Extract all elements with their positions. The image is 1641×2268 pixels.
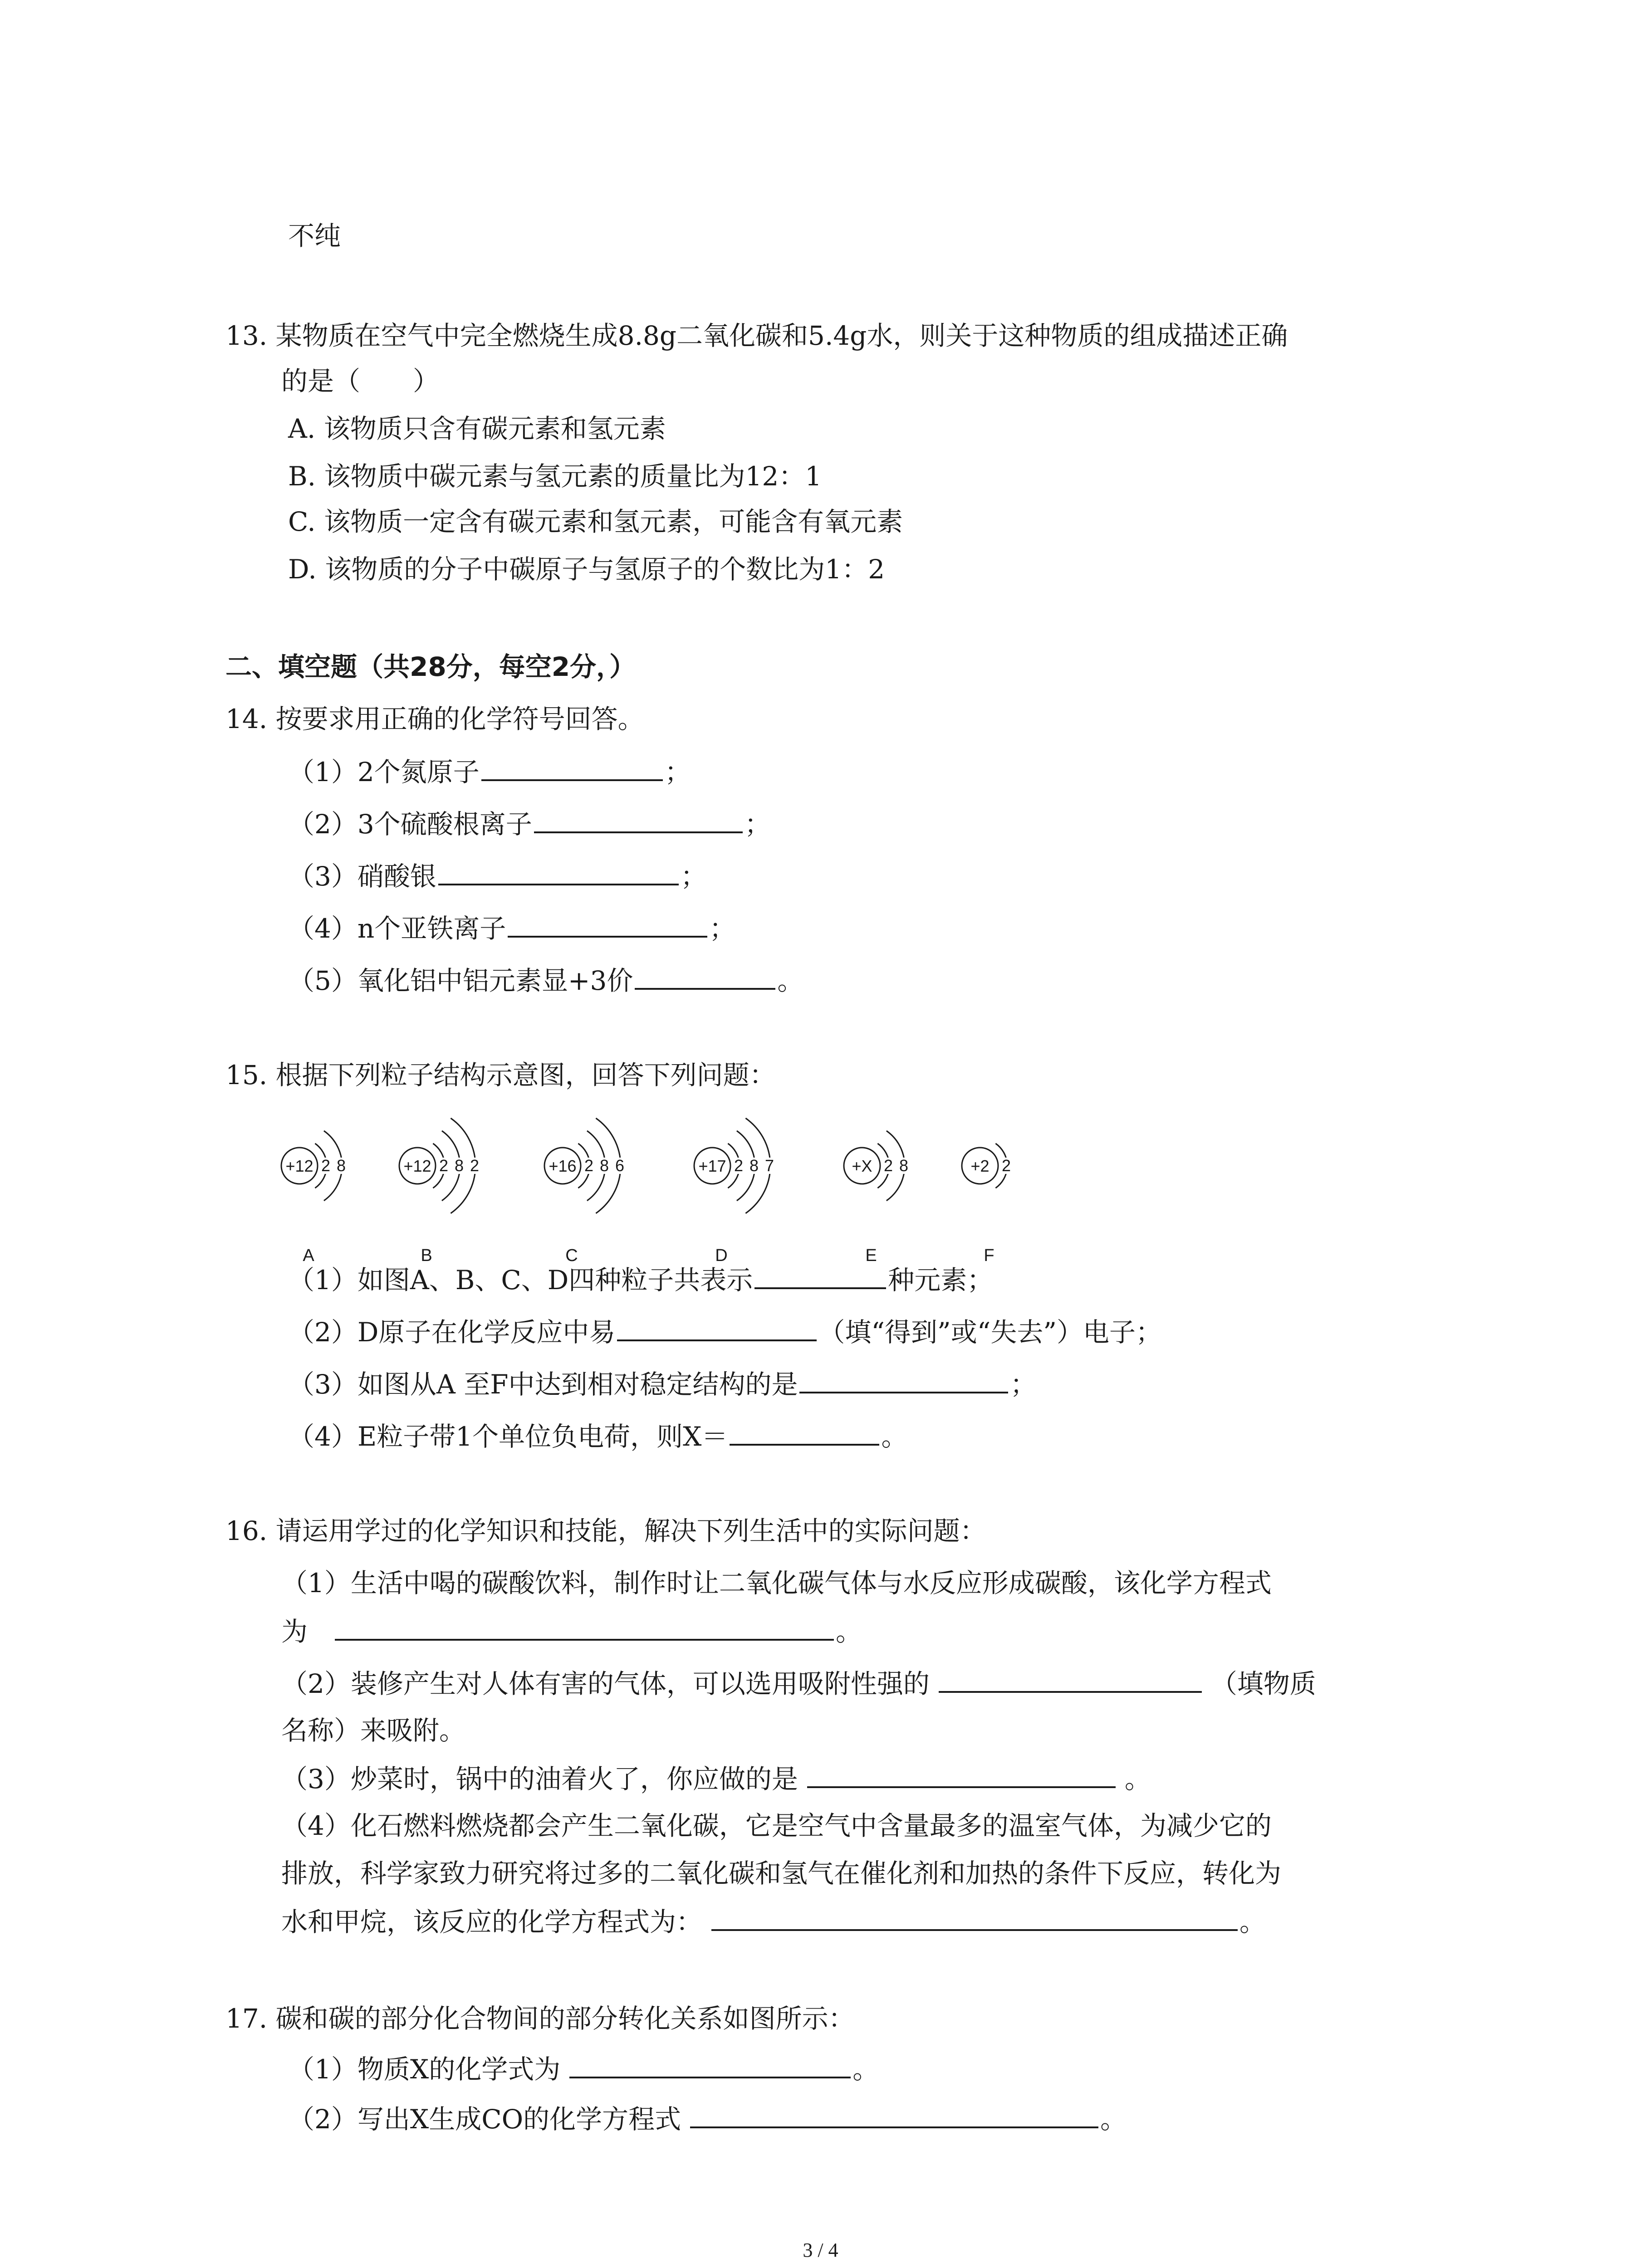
q15-item-2-text: （2）D原子在化学反应中易: [288, 1317, 616, 1348]
particle-b: [399, 1118, 480, 1265]
q14-item-1: [288, 753, 691, 790]
nucleus-charge: +16: [549, 1157, 577, 1175]
q16-item-1-line2: [281, 1613, 862, 1650]
electron-count: 7: [764, 1156, 774, 1175]
section-title: 二、填空题（共28分，每空2分，）: [225, 651, 636, 682]
q14-item-3: [288, 857, 707, 894]
q16-item-4-line3-text: 水和甲烷，该反应的化学方程式为：: [281, 1906, 703, 1937]
q16-item-3-end: 。: [1124, 1764, 1151, 1794]
answer-blank[interactable]: [635, 962, 775, 990]
particle-label: A: [303, 1246, 314, 1265]
q14-item-4-text: （4）n个亚铁离子: [288, 913, 506, 944]
carry-over-text: 不纯: [288, 220, 341, 251]
q15-item-2: [288, 1313, 1162, 1350]
particle-e: [844, 1131, 909, 1265]
q16-item-2-line1: [281, 1665, 1316, 1702]
electron-count: 6: [615, 1156, 625, 1175]
nucleus-charge: +12: [285, 1157, 314, 1175]
q15-item-3-end: ；: [1010, 1369, 1037, 1400]
answer-blank[interactable]: [569, 2050, 851, 2078]
electron-count: 2: [1001, 1156, 1011, 1175]
electron-count: 2: [321, 1156, 331, 1175]
nucleus-charge: +2: [970, 1157, 989, 1175]
particle-structure-diagrams: [254, 1089, 1071, 1270]
q14-item-2-text: （2）3个硫酸根离子: [288, 809, 532, 840]
electron-count: 2: [883, 1156, 893, 1175]
q13-option-b: B. 该物质中碳元素与氢元素的质量比为12：1: [288, 461, 822, 492]
q16-item-4-line3: [281, 1903, 1266, 1940]
q14-item-1-end: ；: [664, 757, 691, 787]
nucleus-charge: +17: [698, 1157, 726, 1175]
q16-item-1-line2-end: 。: [836, 1616, 862, 1647]
q16-item-3: [281, 1760, 1151, 1797]
q17-item-1-text: （1）物质X的化学式为: [288, 2054, 561, 2085]
q16-item-2-line2: 名称）来吸附。: [281, 1715, 466, 1746]
q15-item-4-end: 。: [881, 1421, 908, 1452]
answer-blank[interactable]: [534, 805, 743, 833]
answer-blank[interactable]: [711, 1903, 1238, 1931]
q14-item-4: [288, 909, 735, 947]
q16-item-4-line1: （4）化石燃料燃烧都会产生二氧化碳，它是空气中含量最多的温室气体，为减少它的: [281, 1810, 1272, 1841]
particle-c: [544, 1118, 625, 1265]
electron-count: 2: [584, 1156, 594, 1175]
q17-item-1-end: 。: [852, 2054, 879, 2085]
q14-item-5: [288, 962, 803, 999]
q15-item-4-text: （4）E粒子带1个单位负电荷，则X＝: [288, 1421, 728, 1452]
electron-count: 2: [734, 1156, 744, 1175]
q15-item-1-end: 种元素；: [888, 1265, 994, 1295]
q13-stem-line1: 13. 某物质在空气中完全燃烧生成8.8g二氧化碳和5.4g水，则关于这种物质的组成描述正确: [225, 320, 1288, 351]
q17-item-2-end: 。: [1100, 2104, 1127, 2135]
particle-label: C: [565, 1246, 578, 1265]
q17-stem: 17. 碳和碳的部分化合物间的部分转化关系如图所示：: [225, 2003, 855, 2034]
q17-item-2-text: （2）写出X生成CO的化学方程式: [288, 2104, 681, 2135]
q16-item-4-line2: 排放，科学家致力研究将过多的二氧化碳和氢气在催化剂和加热的条件下反应，转化为: [281, 1858, 1282, 1889]
electron-count: 8: [336, 1156, 346, 1175]
q15-item-3-text: （3）如图从A 至F中达到相对稳定结构的是: [288, 1369, 798, 1400]
answer-blank[interactable]: [939, 1665, 1202, 1693]
q16-stem: 16. 请运用学过的化学知识和技能，解决下列生活中的实际问题：: [225, 1515, 986, 1546]
electron-count: 8: [454, 1156, 464, 1175]
answer-blank[interactable]: [807, 1760, 1116, 1788]
answer-blank[interactable]: [754, 1261, 886, 1289]
nucleus-charge: +X: [852, 1157, 872, 1175]
q14-item-5-end: 。: [777, 965, 804, 996]
q15-item-4: [288, 1418, 907, 1455]
q14-item-5-text: （5）氧化铝中铝元素显+3价: [288, 965, 633, 996]
nucleus-charge: +12: [403, 1157, 431, 1175]
electron-count: 8: [899, 1156, 909, 1175]
q15-item-1: [288, 1261, 993, 1298]
particle-label: F: [984, 1246, 994, 1265]
q14-stem: 14. 按要求用正确的化学符号回答。: [225, 704, 644, 734]
q15-item-3: [288, 1365, 1036, 1403]
q13-option-a: A. 该物质只含有碳元素和氢元素: [288, 413, 666, 444]
q16-item-2-text: （2）装修产生对人体有害的气体，可以选用吸附性强的: [281, 1668, 930, 1699]
q13-stem-line2: 的是（ ）: [281, 366, 440, 396]
answer-blank[interactable]: [335, 1613, 834, 1641]
q16-item-2-end: （填物质: [1210, 1668, 1316, 1699]
answer-blank[interactable]: [481, 753, 663, 781]
particle-a: [281, 1131, 347, 1265]
q17-item-1: [288, 2050, 879, 2087]
q13-option-d: D. 该物质的分子中碳原子与氢原子的个数比为1：2: [288, 554, 885, 585]
particle-label: D: [715, 1246, 728, 1265]
q14-item-1-text: （1）2个氮原子: [288, 757, 480, 787]
q15-item-1-text: （1）如图A、B、C、D四种粒子共表示: [288, 1265, 753, 1295]
q16-item-3-text: （3）炒菜时，锅中的油着火了，你应做的是: [281, 1764, 798, 1794]
q13-option-c: C. 该物质一定含有碳元素和氢元素，可能含有氧元素: [288, 506, 903, 537]
q14-item-3-text: （3）硝酸银: [288, 861, 436, 892]
answer-blank[interactable]: [438, 857, 679, 885]
particle-f: [962, 1144, 1012, 1265]
q14-item-2-end: ；: [744, 809, 771, 840]
answer-blank[interactable]: [730, 1418, 879, 1446]
electron-count: 2: [470, 1156, 480, 1175]
q16-item-1-line1: （1）生活中喝的碳酸饮料，制作时让二氧化碳气体与水反应形成碳酸，该化学方程式: [281, 1568, 1272, 1598]
q15-item-2-end: （填“得到”或“失去”）电子；: [818, 1317, 1162, 1348]
answer-blank[interactable]: [617, 1313, 817, 1341]
answer-blank[interactable]: [508, 909, 707, 938]
electron-count: 8: [749, 1156, 759, 1175]
q14-item-2: [288, 805, 771, 842]
page-number: 3 / 4: [803, 2239, 838, 2261]
q14-item-3-end: ；: [680, 861, 707, 892]
particle-label: E: [865, 1246, 877, 1265]
particle-label: B: [421, 1246, 432, 1265]
q16-item-1-line2-text: 为: [281, 1616, 308, 1647]
q14-item-4-end: ；: [709, 913, 736, 944]
electron-count: 8: [599, 1156, 609, 1175]
q16-item-4-line3-end: 。: [1239, 1906, 1266, 1937]
q15-stem: 15. 根据下列粒子结构示意图，回答下列问题：: [225, 1060, 776, 1090]
answer-blank[interactable]: [690, 2100, 1098, 2128]
q17-item-2: [288, 2100, 1127, 2137]
particle-d: [694, 1118, 775, 1265]
electron-count: 2: [439, 1156, 449, 1175]
answer-blank[interactable]: [799, 1365, 1008, 1393]
